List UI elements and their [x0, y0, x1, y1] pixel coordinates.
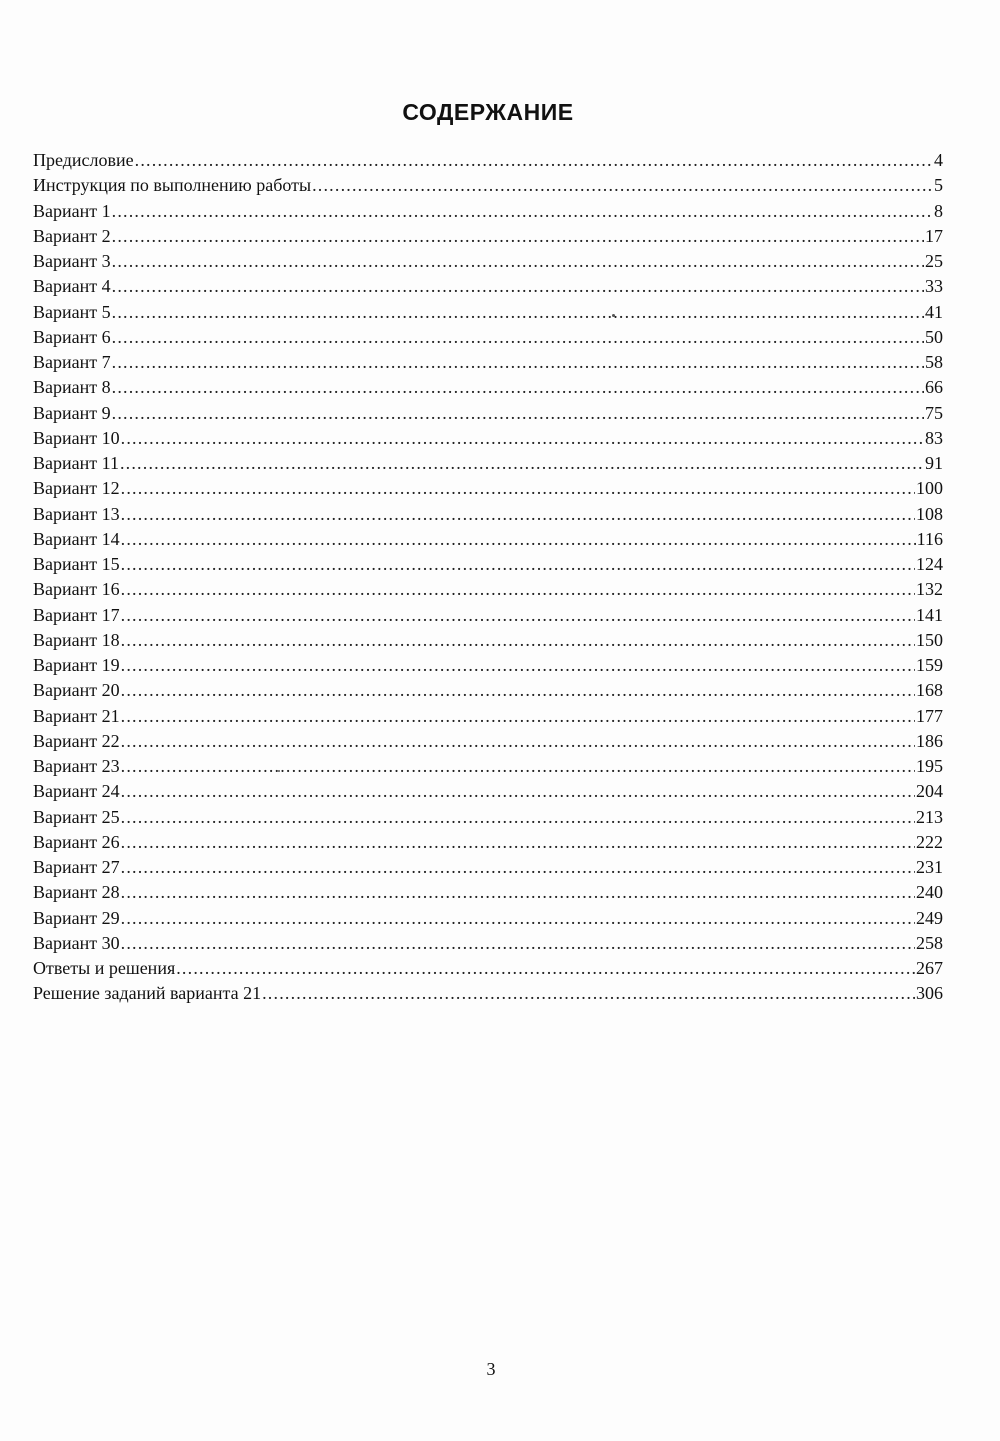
dot-leader [121, 678, 915, 703]
toc-entry-page: 240 [916, 882, 943, 903]
toc-entry-page: 83 [925, 427, 943, 448]
toc-entry-label: Вариант 5 [33, 301, 111, 322]
toc-entry-label: Вариант 9 [33, 402, 111, 423]
toc-entry-label: Предисловие [33, 150, 134, 170]
toc-entry-page: 258 [916, 932, 943, 953]
dot-leader [121, 603, 915, 628]
toc-entry-page: 25 [925, 251, 943, 271]
toc-entry [33, 199, 943, 224]
toc-entry-label: Вариант 21 [33, 705, 120, 726]
toc-entry [33, 830, 943, 855]
toc-entry-label: Вариант 1 [33, 200, 111, 221]
toc-entry-page: 195 [916, 756, 943, 776]
toc-entry-label: Вариант 26 [33, 831, 120, 852]
dot-leader [312, 173, 933, 198]
toc-entry [33, 274, 943, 299]
toc-entry-page: 150 [916, 629, 943, 650]
toc-entry-label: Вариант 25 [33, 806, 120, 827]
toc-entry [33, 249, 943, 274]
dot-leader [112, 350, 924, 375]
toc-entry-page: 58 [925, 352, 943, 372]
page-title: СОДЕРЖАНИЕ [402, 99, 574, 126]
toc-entry-label: Вариант 4 [33, 276, 111, 297]
dot-leader [112, 274, 924, 299]
toc-entry [33, 906, 943, 931]
toc-entry [33, 931, 943, 956]
toc-entry-label: Вариант 20 [33, 680, 120, 701]
toc-entry-page: 159 [916, 655, 943, 675]
toc-entry-page: 91 [925, 453, 943, 473]
toc-entry [33, 527, 943, 552]
toc-entry [33, 476, 943, 501]
toc-entry-label: Вариант 12 [33, 478, 120, 499]
toc-entry [33, 729, 943, 754]
dot-leader [121, 527, 916, 552]
toc-entry-page: 108 [916, 503, 943, 524]
toc-entry [33, 300, 943, 325]
toc-entry-label: Вариант 27 [33, 857, 120, 877]
toc-entry [33, 375, 943, 400]
toc-entry-label: Ответы и решения [33, 958, 176, 978]
dot-leader [121, 754, 915, 779]
toc-entry-page: 124 [916, 554, 943, 574]
toc-entry-label: Вариант 14 [33, 528, 120, 549]
dot-leader [121, 628, 915, 653]
dot-leader [121, 729, 915, 754]
dot-leader [121, 426, 924, 451]
toc-entry-page: 116 [916, 528, 943, 549]
toc-entry-label: Вариант 6 [33, 326, 111, 347]
toc-entry [33, 956, 943, 981]
toc-entry-label: Вариант 11 [33, 453, 119, 473]
toc-entry-label: Вариант 18 [33, 629, 120, 650]
toc-entry-label: Вариант 19 [33, 655, 120, 675]
toc-entry [33, 628, 943, 653]
toc-entry [33, 502, 943, 527]
toc-entry [33, 880, 943, 905]
toc-entry [33, 704, 943, 729]
dot-leader [120, 451, 924, 476]
toc-entry-label: Вариант 30 [33, 932, 120, 953]
toc-entry-label: Решение заданий варианта 21 [33, 983, 262, 1004]
dot-leader [121, 880, 915, 905]
toc-entry-page: 132 [916, 579, 943, 600]
dot-leader [121, 931, 915, 956]
toc-entry-label: Инструкция по выполнению работы [33, 175, 312, 196]
dot-leader [135, 148, 933, 173]
dot-leader [112, 401, 924, 426]
toc-entry-page: 17 [925, 225, 943, 246]
dot-leader [112, 325, 924, 350]
toc-entry-label: Вариант 28 [33, 882, 120, 903]
table-of-contents [33, 148, 943, 1007]
toc-entry-page: 75 [925, 402, 943, 423]
dot-leader [121, 830, 915, 855]
dot-leader [121, 704, 915, 729]
toc-entry-label: Вариант 22 [33, 730, 120, 751]
dot-leader [121, 855, 915, 880]
toc-entry-page: 50 [925, 326, 943, 347]
toc-entry-page: 8 [934, 200, 943, 221]
toc-entry-page: 141 [916, 604, 943, 625]
toc-entry-page: 5 [934, 175, 943, 196]
toc-entry-label: Вариант 8 [33, 377, 111, 398]
toc-entry [33, 577, 943, 602]
toc-entry [33, 401, 943, 426]
toc-entry [33, 603, 943, 628]
toc-entry-page: 186 [916, 730, 943, 751]
dot-leader [121, 805, 915, 830]
toc-entry [33, 855, 943, 880]
toc-entry [33, 754, 943, 779]
toc-entry-label: Вариант 13 [33, 503, 120, 524]
toc-entry-label: Вариант 24 [33, 781, 120, 802]
dot-leader [176, 956, 915, 981]
dot-leader [121, 906, 915, 931]
toc-entry [33, 779, 943, 804]
toc-entry [33, 552, 943, 577]
scan-speck [612, 314, 615, 317]
toc-entry [33, 148, 943, 173]
toc-entry [33, 224, 943, 249]
scan-speck [278, 770, 280, 772]
dot-leader [112, 199, 933, 224]
toc-entry-page: 66 [925, 377, 943, 398]
dot-leader [121, 552, 915, 577]
dot-leader [121, 502, 915, 527]
toc-entry-label: Вариант 29 [33, 907, 120, 928]
toc-entry-label: Вариант 7 [33, 352, 111, 372]
toc-entry [33, 653, 943, 678]
dot-leader [121, 779, 915, 804]
toc-entry-page: 100 [916, 478, 943, 499]
dot-leader [112, 249, 924, 274]
toc-entry-page: 33 [925, 276, 943, 297]
toc-entry-page: 231 [916, 857, 943, 877]
toc-entry-page: 177 [916, 705, 943, 726]
toc-entry-label: Вариант 15 [33, 554, 120, 574]
toc-entry [33, 350, 943, 375]
toc-entry-label: Вариант 3 [33, 251, 111, 271]
dot-leader [112, 300, 924, 325]
toc-entry [33, 678, 943, 703]
toc-entry-page: 306 [916, 983, 943, 1004]
toc-entry-label: Вариант 17 [33, 604, 120, 625]
toc-entry [33, 325, 943, 350]
dot-leader [121, 653, 915, 678]
toc-entry [33, 451, 943, 476]
toc-entry-label: Вариант 23 [33, 756, 120, 776]
toc-entry [33, 173, 943, 198]
dot-leader [112, 375, 924, 400]
toc-entry-label: Вариант 2 [33, 225, 111, 246]
toc-entry-page: 41 [925, 301, 943, 322]
toc-entry-page: 4 [934, 150, 943, 170]
toc-entry [33, 981, 943, 1006]
toc-entry-page: 249 [916, 907, 943, 928]
dot-leader [121, 577, 915, 602]
toc-entry-page: 213 [916, 806, 943, 827]
toc-entry [33, 805, 943, 830]
toc-entry [33, 426, 943, 451]
page-number: 3 [486, 1359, 496, 1379]
toc-entry-page: 204 [916, 781, 943, 802]
toc-entry-page: 222 [916, 831, 943, 852]
toc-entry-page: 267 [916, 958, 943, 978]
dot-leader [262, 981, 915, 1006]
dot-leader [121, 476, 915, 501]
toc-entry-label: Вариант 16 [33, 579, 120, 600]
toc-entry-label: Вариант 10 [33, 427, 120, 448]
toc-entry-page: 168 [916, 680, 943, 701]
dot-leader [112, 224, 924, 249]
